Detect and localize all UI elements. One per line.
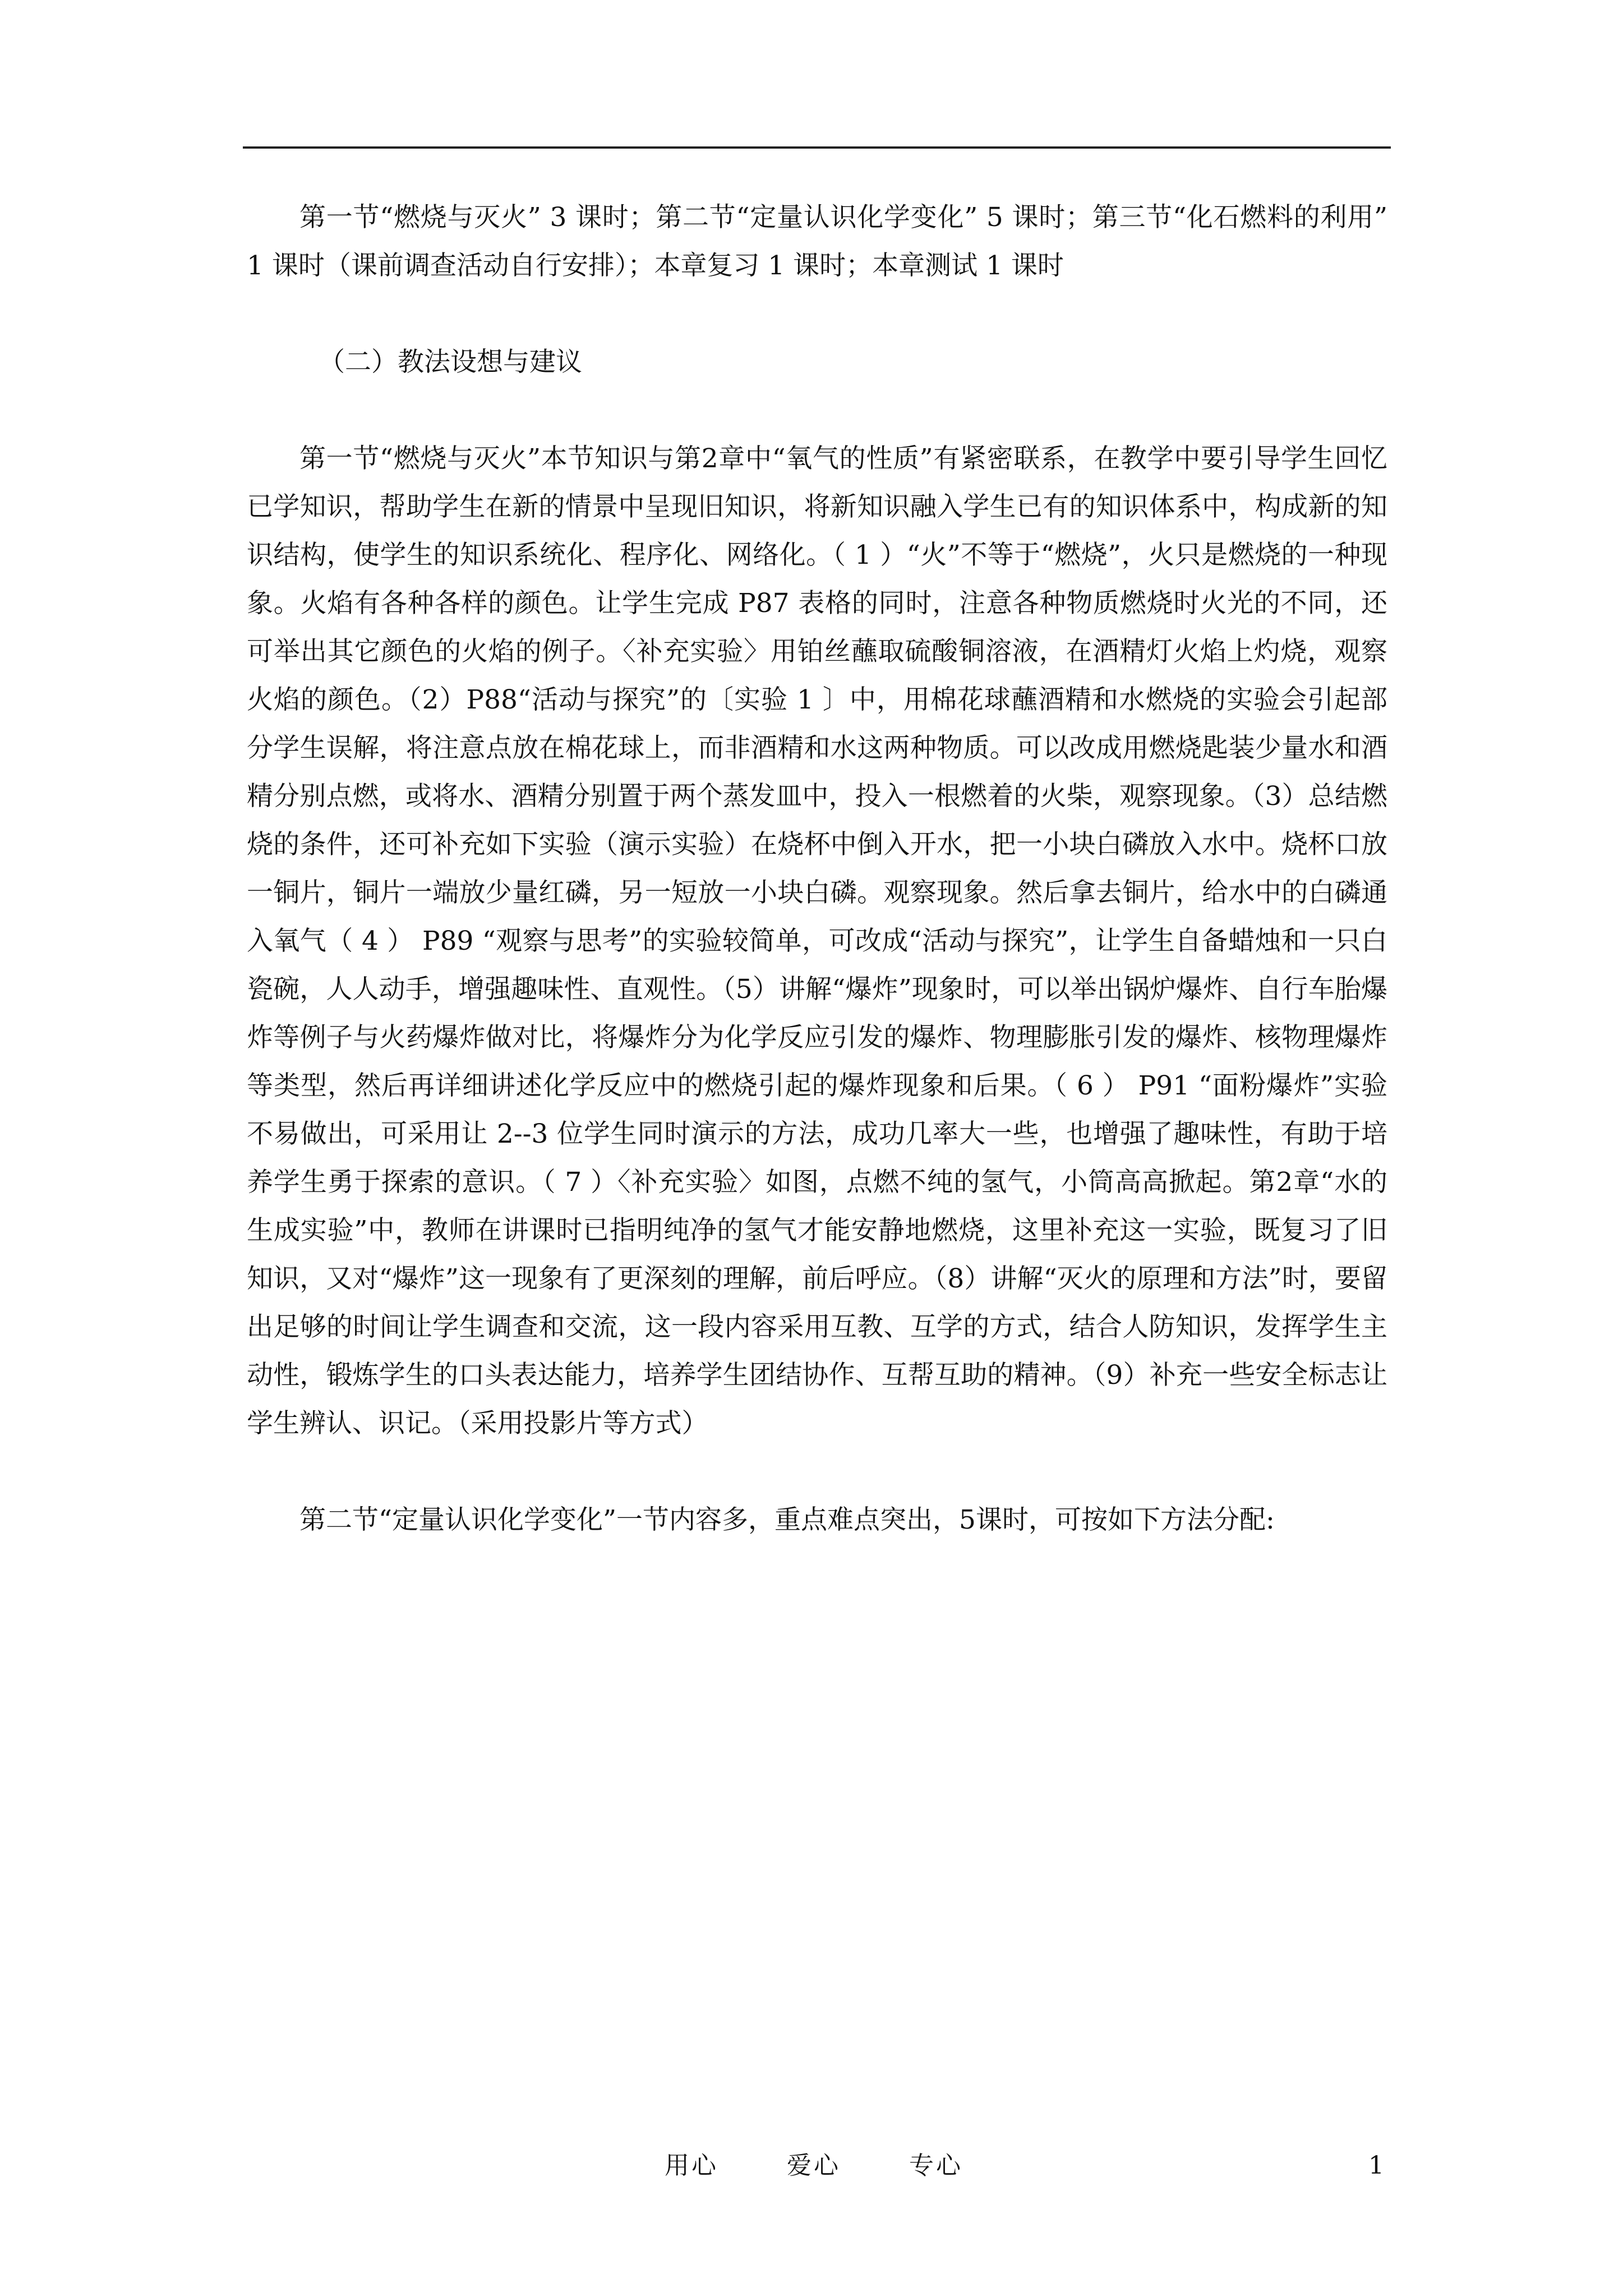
paragraph-lesson-allocation: 第一节“燃烧与灭火” 3 课时；第二节“定量认识化学变化” 5 课时；第三节“化石燃料的利用” 1 课时（课前调查活动自行安排）；本章复习 1 课时；本章测试 1 课时 [247, 202, 1387, 281]
paragraph-section-one-suggestions: 第一节“燃烧与灭火”本节知识与第2章中“氧气的性质”有紧密联系，在教学中要引导学生回忆已学知识，帮助学生在新的情景中呈现旧知识，将新知识融入学生已有的知识体系中，构成新的知识结构，使学生的知识系统化、程序化、网络化。（ 1 ）“火”不等于“燃烧”，火只是燃烧的一种现象。火焰有各种各样的颜色。让学生完成 P87 表格的同时，注意各种物质燃烧时火光的不同，还可举出其它颜色的火焰的例子。〈补充实验〉用铂丝蘸取硫酸铜溶液，在酒精灯火焰上灼烧，观察火焰的颜色。（2）P88“活动与探究”的〔实验 1 〕中，用棉花球蘸酒精和水燃烧的实验会引起部分学生误解，将注意点放在棉花球上，而非酒精和水这两种物质。可以改成用燃烧匙装少量水和酒精分别点燃，或将水、酒精分别置于两个蒸发皿中，投入一根燃着的火柴，观察现象。（3）总结燃烧的条件，还可补充如下实验（演示实验）在烧杯中倒入开水，把一小块白磷放入水中。烧杯口放一铜片，铜片一端放少量红磷，另一短放一小块白磷。观察现象。然后拿去铜片，给水中的白磷通入氧气（ 4 ） P89 “观察与思考”的实验较简单，可改成“活动与探究”，让学生自备蜡烛和一只白瓷碗，人人动手，增强趣味性、直观性。（5）讲解“爆炸”现象时，可以举出锅炉爆炸、自行车胎爆炸等例子与火药爆炸做对比，将爆炸分为化学反应引发的爆炸、物理膨胀引发的爆炸、核物理爆炸等类型，然后再详细讲述化学反应中的燃烧引起的爆炸现象和后果。（ 6 ） P91 “面粉爆炸”实验不易做出，可采用让 2--3 位学生同时演示的方法，成功几率大一些，也增强了趣味性，有助于培养学生勇于探索的意识。（ 7 ）〈补充实验〉如图，点燃不纯的氢气，小筒高高掀起。第2章“水的生成实验”中，教师在讲课时已指明纯净的氢气才能安静地燃烧，这里补充这一实验，既复习了旧知识，又对“爆炸”这一现象有了更深刻的理解，前后呼应。（8）讲解“灭火的原理和方法”时，要留出足够的时间让学生调查和交流，这一段内容采用互教、互学的方式，结合人防知识，发挥学生主动性，锻炼学生的口头表达能力，培养学生团结协作、互帮互助的精神。（9）补充一些安全标志让学生辨认、识记。（采用投影片等方式） [247, 443, 1387, 1439]
document-body [247, 194, 1387, 1544]
footer-motto-word: 爱心 [787, 2151, 841, 2180]
section-heading-teaching-methods: （二）教法设想与建议 [319, 347, 582, 378]
footer-motto-word: 专心 [909, 2151, 963, 2180]
page-footer [0, 2146, 1623, 2185]
footer-motto-word: 用心 [665, 2151, 718, 2180]
header-rule [243, 146, 1391, 149]
paragraph-section-two-intro: 第二节“定量认识化学变化”一节内容多，重点难点突出，5课时，可按如下方法分配: [299, 1504, 1275, 1535]
page-number: 1 [1368, 2151, 1384, 2180]
footer-motto [665, 2146, 963, 2185]
